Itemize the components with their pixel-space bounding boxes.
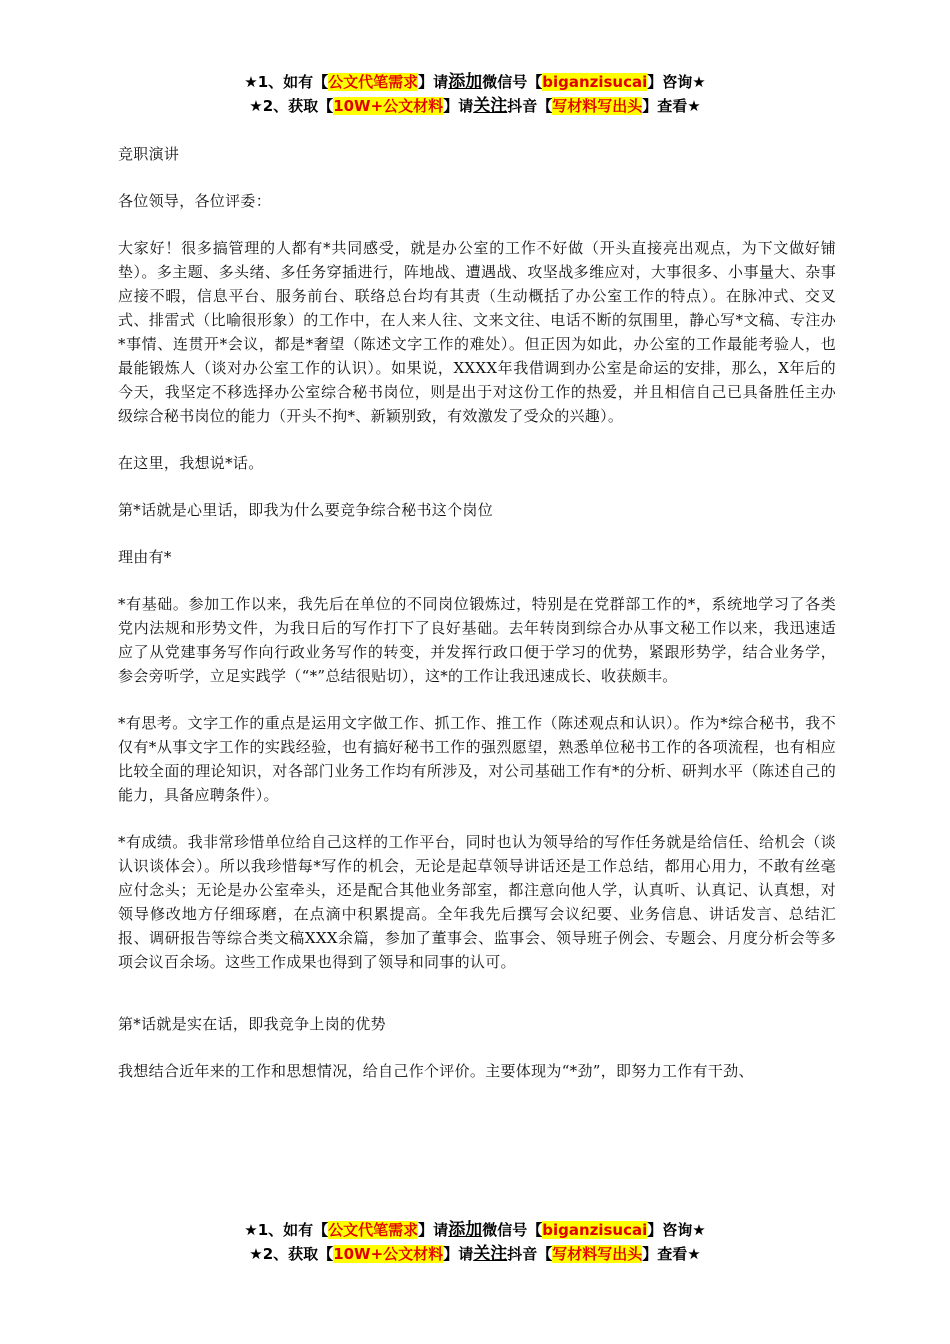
banner-text: ★1、如有【 bbox=[244, 1221, 329, 1239]
section-heading: 第*话就是实在话，即我竞争上岗的优势 bbox=[118, 1015, 386, 1033]
footer-banner bbox=[0, 1218, 950, 1266]
banner-highlight: 写材料写出头 bbox=[552, 1245, 643, 1263]
banner-text: 微信号【 bbox=[482, 73, 543, 91]
section-heading: 第*话就是心里话，即我为什么要竞争综合秘书这个岗位 bbox=[118, 501, 494, 519]
banner-text: 】请 bbox=[418, 73, 449, 91]
banner-text: 微信号【 bbox=[482, 1221, 543, 1239]
banner-emphasis: 添加 bbox=[448, 1220, 483, 1240]
banner-text: ★1、如有【 bbox=[244, 73, 329, 91]
banner-highlight: 公文代笔需求 bbox=[328, 73, 419, 91]
banner-highlight: 10W+公文材料 bbox=[333, 97, 444, 115]
banner-text: 】咨询★ bbox=[647, 1221, 706, 1239]
paragraph: 在这里，我想说*话。 bbox=[118, 454, 264, 472]
document-body bbox=[118, 142, 836, 1106]
banner-line-1 bbox=[0, 1218, 950, 1242]
banner-text: 】咨询★ bbox=[647, 73, 706, 91]
banner-text: 】请 bbox=[443, 97, 474, 115]
banner-emphasis: 关注 bbox=[473, 96, 508, 116]
banner-highlight: 公文代笔需求 bbox=[328, 1221, 419, 1239]
paragraph: 我想结合近年来的工作和思想情况，给自己作个评价。主要体现为“*劲”，即努力工作有干劲、 bbox=[118, 1062, 754, 1080]
paragraph: *有基础。参加工作以来，我先后在单位的不同岗位锻炼过，特别是在党群部工作的*，系统地学习了各类党内法规和形势文件，为我日后的写作打下了良好基础。去年转岗到综合办从事文秘工作以来，我迅速适应了从党建事务写作向行政业务写作的转变，并发挥行政口便于学习的优势，紧跟形势学，结合业务学，参会旁听学，立足实践学（“*”总结很贴切），这*的工作让我迅速成长、收获颇丰。 bbox=[118, 595, 836, 685]
header-banner bbox=[0, 70, 950, 118]
banner-emphasis: 关注 bbox=[473, 1244, 508, 1264]
paragraph: 理由有* bbox=[118, 548, 172, 566]
banner-highlight: 10W+公文材料 bbox=[333, 1245, 444, 1263]
banner-line-1 bbox=[0, 70, 950, 94]
paragraph: *有成绩。我非常珍惜单位给自己这样的工作平台，同时也认为领导给的写作任务就是给信任、给机会（谈认识谈体会）。所以我珍惜每*写作的机会，无论是起草领导讲话还是工作总结，都用心用力，不敢有丝毫应付念头；无论是办公室牵头，还是配合其他业务部室，都注意向他人学，认真听、认真记、认真想，对领导修改地方仔细琢磨，在点滴中积累提高。全年我先后撰写会议纪要、业务信息、讲话发言、总结汇报、调研报告等综合类文稿XXX余篇，参加了董事会、监事会、领导班子例会、专题会、月度分析会等多项会议百余场。这些工作成果也得到了领导和同事的认可。 bbox=[118, 833, 836, 971]
paragraph: 大家好！很多搞管理的人都有*共同感受，就是办公室的工作不好做（开头直接亮出观点，为下文做好铺垫）。多主题、多头绪、多任务穿插进行，阵地战、遭遇战、攻坚战多维应对，大事很多、小事量大、杂事应接不暇，信息平台、服务前台、联络总台均有其责（生动概括了办公室工作的特点）。在脉冲式、交叉式、排雷式（比喻很形象）的工作中，在人来人往、文来文往、电话不断的氛围里，静心写*文稿、专注办*事情、连贯开*会议，都是*奢望（陈述文字工作的难处）。但正因为如此，办公室的工作最能考验人，也最能锻炼人（谈对办公室工作的认识）。如果说，XXXX年我借调到办公室是命运的安排，那么，X年后的今天，我坚定不移选择办公室综合秘书岗位，则是出于对这份工作的热爱，并且相信自己已具备胜任主办级综合秘书岗位的能力（开头不拘*、新颖别致，有效激发了受众的兴趣）。 bbox=[118, 239, 836, 425]
banner-text: 】请 bbox=[418, 1221, 449, 1239]
banner-highlight: biganzisucai bbox=[542, 1221, 648, 1239]
paragraph: *有思考。文字工作的重点是运用文字做工作、抓工作、推工作（陈述观点和认识）。作为*综合秘书，我不仅有*从事文字工作的实践经验，也有搞好秘书工作的强烈愿望，熟悉单位秘书工作的各项流程，也有相应比较全面的理论知识，对各部门业务工作均有所涉及，对公司基础工作有*的分析、研判水平（陈述自己的能力，具备应聘条件）。 bbox=[118, 714, 836, 804]
banner-line-2 bbox=[0, 94, 950, 118]
banner-line-2 bbox=[0, 1242, 950, 1266]
salutation: 各位领导，各位评委： bbox=[118, 192, 272, 210]
banner-text: 】请 bbox=[443, 1245, 474, 1263]
banner-text: 】查看★ bbox=[642, 1245, 701, 1263]
banner-emphasis: 添加 bbox=[448, 72, 483, 92]
banner-text: 】查看★ bbox=[642, 97, 701, 115]
document-title: 竞职演讲 bbox=[118, 145, 180, 163]
banner-highlight: 写材料写出头 bbox=[552, 97, 643, 115]
banner-text: 抖音【 bbox=[507, 97, 553, 115]
banner-highlight: biganzisucai bbox=[542, 73, 648, 91]
banner-text: 抖音【 bbox=[507, 1245, 553, 1263]
banner-text: ★2、获取【 bbox=[249, 1245, 334, 1263]
banner-text: ★2、获取【 bbox=[249, 97, 334, 115]
